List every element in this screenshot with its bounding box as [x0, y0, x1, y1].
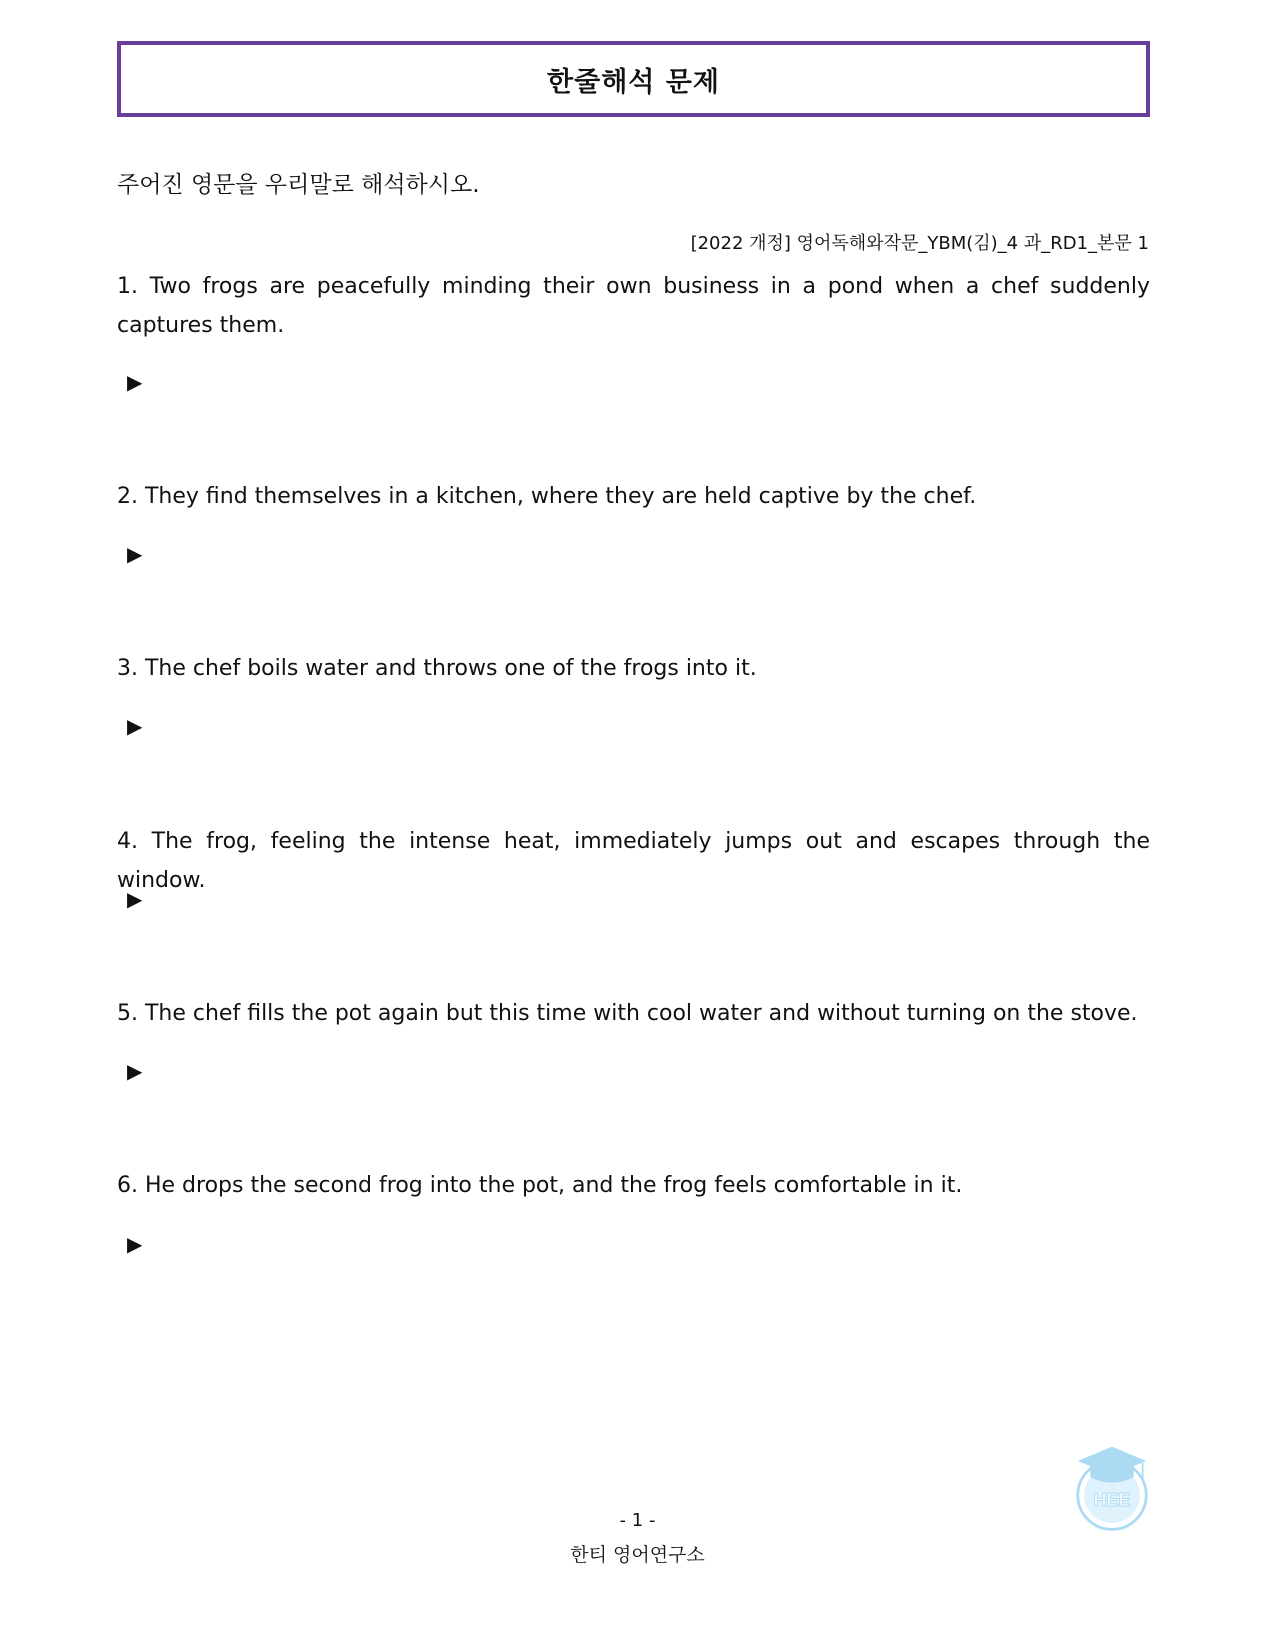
answer-marker-3: ▶ — [127, 714, 143, 738]
question-2: 2. They find themselves in a kitchen, where they are held captive by the chef. — [117, 484, 977, 509]
instruction-text: 주어진 영문을 우리말로 해석하시오. — [117, 172, 480, 198]
title-box — [117, 41, 1150, 117]
page-title: 한줄해석 문제 — [547, 66, 720, 98]
question-6: 6. He drops the second frog into the pot, and the frog feels comfortable in it. — [117, 1173, 963, 1198]
graduation-cap-icon — [1078, 1447, 1146, 1483]
answer-marker-2: ▶ — [127, 542, 143, 566]
logo-text: HEE — [1093, 1490, 1131, 1510]
question-4: 4. The frog, feeling the intense heat, immediately jumps out and escapes through the window. — [117, 829, 1150, 893]
question-3: 3. The chef boils water and throws one of the frogs into it. — [117, 656, 757, 681]
footer-organization: 한티 영어연구소 — [570, 1544, 705, 1566]
answer-marker-5: ▶ — [127, 1059, 143, 1083]
answer-marker-4: ▶ — [127, 887, 143, 911]
question-1: 1. Two frogs are peacefully minding their own business in a pond when a chef suddenly captures them. — [117, 274, 1150, 338]
source-label: [2022 개정] 영어독해와작문_YBM(김)_4 과_RD1_본문 1 — [690, 233, 1149, 254]
page-number: - 1 - — [619, 1510, 656, 1531]
question-5: 5. The chef fills the pot again but this time with cool water and without turning on the stove. — [117, 1001, 1138, 1026]
answer-marker-6: ▶ — [127, 1232, 143, 1256]
answer-marker-1: ▶ — [127, 370, 143, 394]
